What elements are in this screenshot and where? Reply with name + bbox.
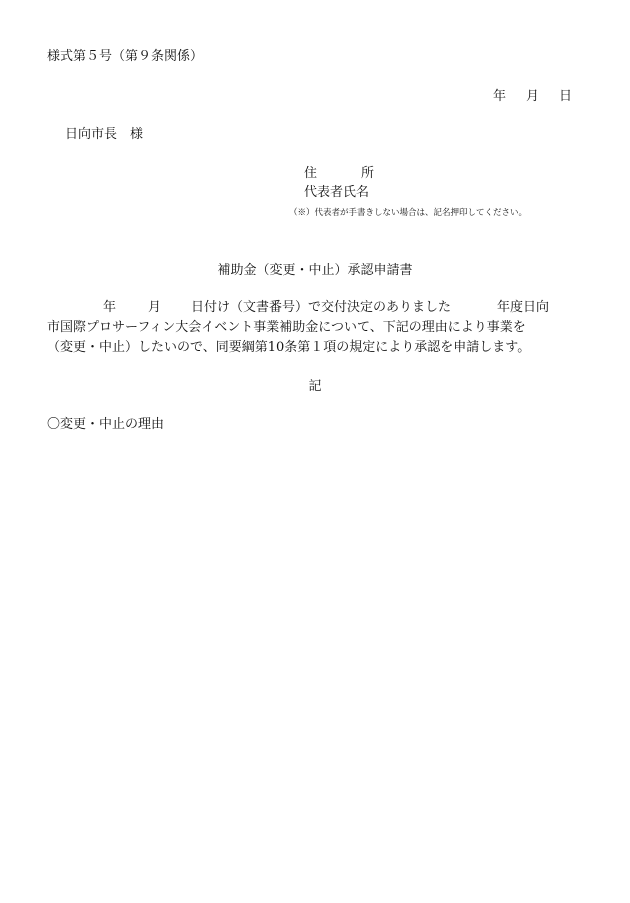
date-line: [493, 88, 572, 106]
representative-label: 代表者氏名: [304, 185, 370, 200]
reason-heading: 〇変更・中止の理由: [47, 417, 165, 432]
address-label-b: 所: [361, 166, 375, 181]
form-number: 様式第５号（第９条関係）: [47, 49, 204, 64]
body-text: [47, 298, 583, 358]
date-year-label: 年: [492, 89, 506, 104]
signature-note: （※）代表者が手書きしない場合は、記名押印してください。: [289, 208, 528, 218]
date-month-label: 月: [525, 89, 539, 104]
body-month-label: 月: [148, 300, 162, 315]
address-label: [304, 165, 374, 183]
ki-heading: 記: [308, 379, 322, 394]
body-line-3: （変更・中止）したいので、同要綱第10条第１項の規定により承認を申請します。: [47, 340, 531, 355]
body-line-2: 市国際プロサーフィン大会イベント事業補助金について、下記の理由により事業を: [47, 320, 526, 335]
body-line-1-end: 年度日向: [497, 300, 550, 315]
addressee: 日向市長 様: [65, 127, 144, 142]
address-label-a: 住: [304, 166, 318, 181]
date-day-label: 日: [558, 89, 572, 104]
document-title: 補助金（変更・中止）承認申請書: [217, 263, 413, 278]
body-year-label: 年: [103, 300, 117, 315]
body-line-1-text: 日付け（文書番号）で交付決定のありました: [191, 300, 452, 315]
body-line-1: [47, 298, 583, 318]
